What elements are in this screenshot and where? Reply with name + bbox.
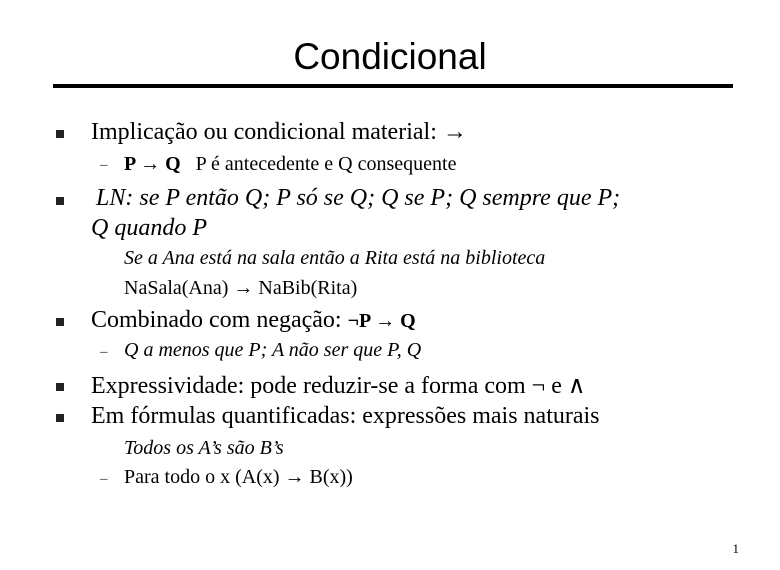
bullet-expressividade: Expressividade: pode reduzir-se a forma com ¬ e ∧	[91, 373, 586, 399]
formula-p-implies-q: P → Q	[124, 153, 181, 175]
example-sentence: Se a Ana está na sala então a Rita está na biblioteca	[124, 247, 546, 269]
antecedente-text: P é antecedente e Q consequente	[195, 153, 457, 175]
bullet-square-icon	[56, 130, 64, 138]
bullet-implicacao: Implicação ou condicional material: →	[91, 119, 467, 145]
bullet-formulas-quantificadas: Em fórmulas quantificadas: expressões mais naturais	[91, 403, 600, 429]
sub-todos-os: Todos os A’s são B’s	[124, 437, 284, 459]
title-rule	[53, 84, 733, 88]
sub-bullet-antecedente	[124, 153, 456, 176]
combinado-label: Combinado com negação:	[91, 307, 342, 333]
dash-marker: –	[100, 157, 108, 173]
bullet-square-icon	[56, 414, 64, 422]
sub-bullet-menos-que: Q a menos que P; A não ser que P, Q	[124, 339, 422, 361]
page-number: 1	[732, 541, 739, 556]
formula-not-p-implies-q: ¬P → Q	[347, 310, 416, 332]
bullet-square-icon	[56, 318, 64, 326]
bullet-square-icon	[56, 383, 64, 391]
bullet-ln-line2: Q quando P	[91, 215, 207, 241]
slide-title: Condicional	[293, 36, 487, 77]
sub-para-todo: Para todo o x (A(x) → B(x))	[124, 466, 353, 488]
dash-marker: –	[100, 471, 108, 487]
bullet-square-icon	[56, 197, 64, 205]
bullet-combinado	[91, 307, 416, 334]
example-formula: NaSala(Ana) → NaBib(Rita)	[124, 277, 358, 299]
bullet-ln-line1: LN: se P então Q; P só se Q; Q se P; Q sempre que P;	[96, 185, 621, 211]
dash-marker: –	[100, 344, 108, 360]
